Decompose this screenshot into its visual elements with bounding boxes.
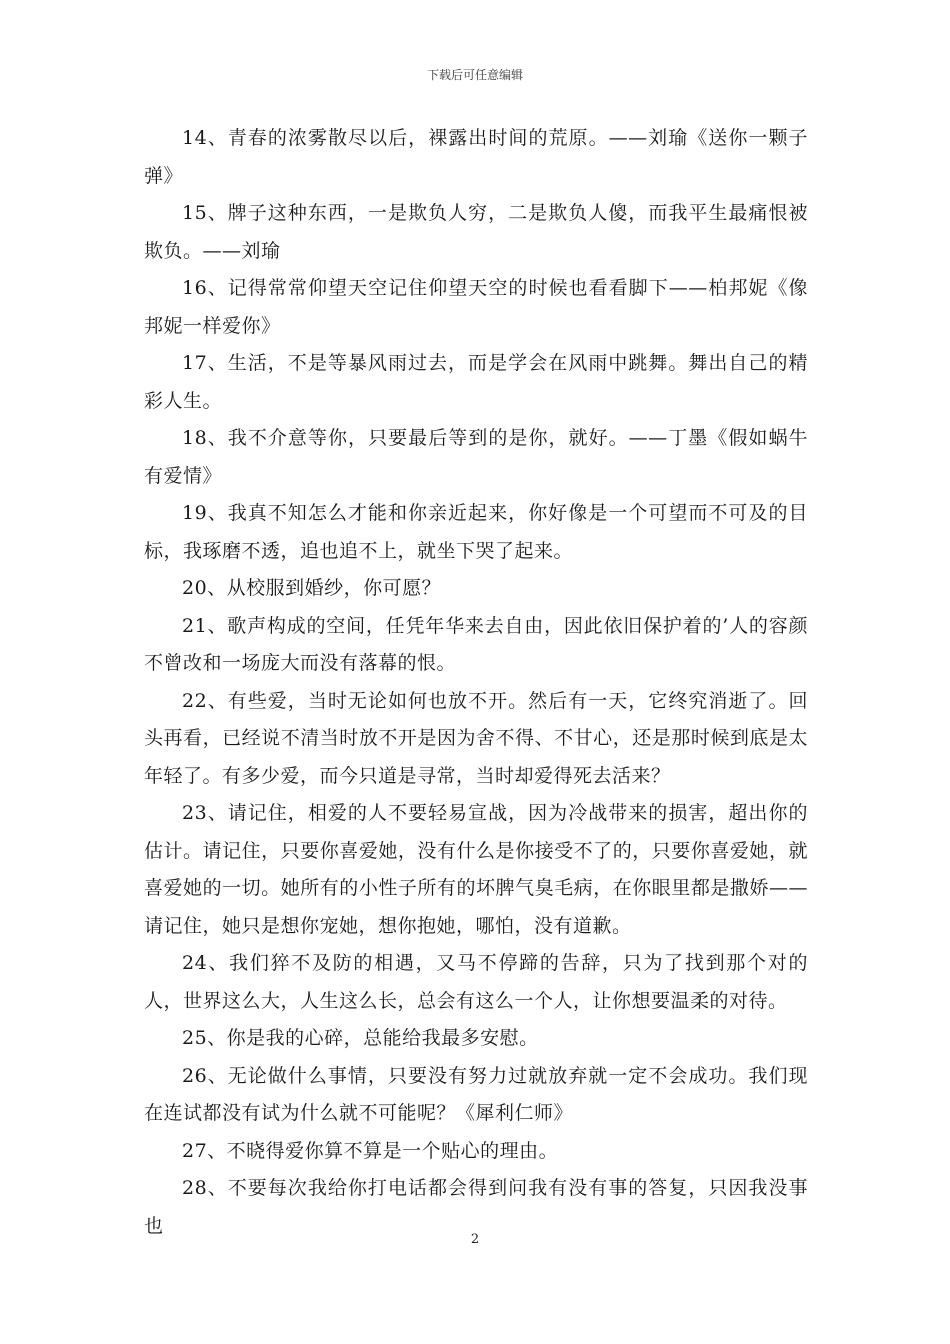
quote-paragraph-20: 20、从校服到婚纱，你可愿？ (182, 577, 442, 599)
quote-paragraph-25: 25、你是我的心碎，总能给我最多安慰。 (182, 1027, 539, 1049)
quote-paragraph-15: 15、牌子这种东西，一是欺负人穷，二是欺负人傻，而我平生最痛恨被欺负。——刘瑜 (144, 202, 808, 262)
quote-paragraph-21: 21、歌声构成的空间，任凭年华来去自由，因此依旧保护着的’人的容颜不曾改和一场庞大而没有落幕的恨。 (144, 614, 808, 674)
quote-paragraph-27: 27、不晓得爱你算不算是一个贴心的理由。 (182, 1139, 559, 1162)
quote-paragraph-23: 23、请记住，相爱的人不要轻易宣战，因为冷战带来的损害，超出你的估计。请记住，只要你喜爱她，没有什么是你接受不了的，只要你喜爱她，就喜爱她的一切。她所有的小性子所有的坏脾气臭毛病，在你眼里都是撒娇——请记住，她只是想你宠她，想你抱她，哪怕，没有道歉。 (144, 802, 808, 937)
quote-paragraph-14: 14、青春的浓雾散尽以后，裸露出时间的荒原。——刘瑜《送你一颗子弹》 (144, 127, 808, 187)
quote-paragraph-16: 16、记得常常仰望天空记住仰望天空的时候也看看脚下——柏邦妮《像邦妮一样爱你》 (144, 277, 808, 337)
page-number: 2 (470, 1232, 480, 1247)
quote-paragraph-24: 24、我们猝不及防的相遇，又马不停蹄的告辞，只为了找到那个对的人，世界这么大，人生这么长，总会有这么一个人，让你想要温柔的对待。 (144, 952, 808, 1012)
quote-paragraph-26: 26、无论做什么事情，只要没有努力过就放弃就一定不会成功。我们现在连试都没有试为什么就不可能呢？《犀利仁师》 (144, 1064, 808, 1124)
quote-paragraph-19: 19、我真不知怎么才能和你亲近起来，你好像是一个可望而不可及的目标，我琢磨不透，追也追不上，就坐下哭了起来。 (144, 502, 808, 562)
quote-paragraph-28: 28、不要每次我给你打电话都会得到问我有没有事的答复，只因我没事也 (144, 1177, 808, 1237)
quote-paragraph-17: 17、生活，不是等暴风雨过去，而是学会在风雨中跳舞。舞出自己的精彩人生。 (144, 352, 808, 412)
quote-paragraph-22: 22、有些爱，当时无论如何也放不开。然后有一天，它终究消逝了。回头再看，已经说不清当时放不开是因为舍不得、不甘心，还是那时候到底是太年轻了。有多少爱，而今只道是寻常，当时却爱得死去活来？ (144, 689, 808, 787)
quote-paragraph-18: 18、我不介意等你，只要最后等到的是你，就好。——丁墨《假如蜗牛有爱情》 (144, 427, 808, 487)
page-header: 下载后可任意编辑 (426, 68, 523, 82)
document-body (144, 120, 808, 1245)
